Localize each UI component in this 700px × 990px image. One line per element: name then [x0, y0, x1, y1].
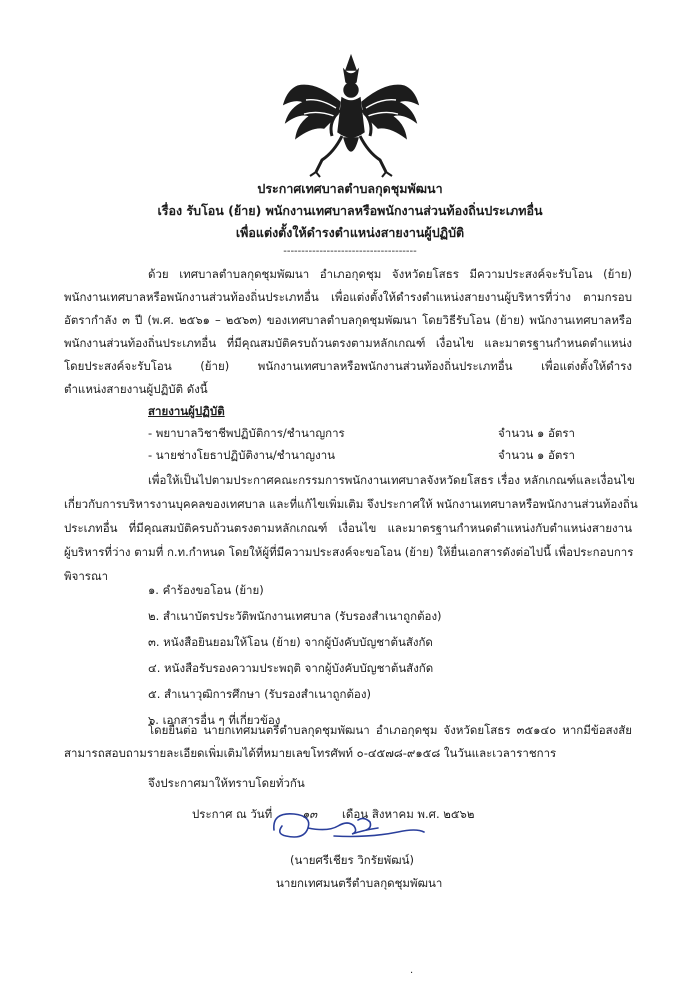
- signer-name: (นายศรีเชียร วิกรัยพัฒน์): [290, 853, 414, 867]
- garuda-emblem-icon: [276, 52, 426, 180]
- para1-line: ด้วย เทศบาลตำบลกุดชุมพัฒนา อำเภอกุดชุม จังหวัดยโสธร มีความประสงค์จะรับโอน (ย้าย): [148, 267, 632, 281]
- para1-line: พนักงานส่วนท้องถิ่นประเภทอื่น ที่มีคุณสมบัติครบถ้วนตรงตามหลักเกณฑ์ เงื่อนไข และมาตรฐานกำหนดตำแหน่ง: [64, 336, 632, 350]
- para2-line: พิจารณา: [64, 569, 109, 583]
- para2-line: ผู้บริหารที่ว่าง ตามที่ ก.ท.กำหนด โดยให้ผู้ที่มีความประสงค์จะขอโอน (ย้าย) ให้ยื่นเอกสารดังต่อไปนี้ เพื่อประกอบการ: [64, 545, 634, 559]
- position-count: จำนวน ๑ อัตรา: [498, 426, 575, 440]
- document-item: ๓. หนังสือยินยอมให้โอน (ย้าย) จากผู้บังคับบัญชาต้นสังกัด: [148, 635, 433, 649]
- para1-line: อัตรากำลัง ๓ ปี (พ.ศ. ๒๕๖๑ – ๒๕๖๓) ของเทศบาลตำบลกุดชุมพัฒนา โดยวิธีรับโอน (ย้าย) พนักงานเทศบาลหรือ: [64, 313, 632, 327]
- document-item: ๔. หนังสือรับรองความประพฤติ จากผู้บังคับบัญชาต้นสังกัด: [148, 661, 434, 675]
- position-name: - นายช่างโยธาปฏิบัติงาน/ชำนาญงาน: [148, 448, 336, 462]
- document-item: ๖. เอกสารอื่น ๆ ที่เกี่ยวข้อง: [148, 713, 281, 727]
- date-prefix: ประกาศ ณ วันที่: [192, 807, 273, 821]
- page-dot: ·: [410, 968, 414, 979]
- closing-line: จึงประกาศมาให้ทราบโดยทั่วกัน: [148, 776, 305, 790]
- section-heading: สายงานผู้ปฏิบัติ: [148, 404, 225, 418]
- signer-title: นายกเทศมนตรีตำบลกุดชุมพัฒนา: [276, 876, 443, 890]
- announcement-title: ประกาศเทศบาลตำบลกุดชุมพัฒนา: [257, 181, 443, 196]
- position-name: - พยาบาลวิชาชีพปฏิบัติการ/ชำนาญการ: [148, 426, 345, 440]
- date-day: ๑๓: [302, 807, 318, 821]
- para1-line: โดยประสงค์จะรับโอน (ย้าย) พนักงานเทศบาลหรือพนักงานส่วนท้องถิ่นประเภทอื่น เพื่อแต่งตั้งให้ดำรง: [64, 359, 632, 373]
- para3-line: โดยยื่นต่อ นายกเทศมนตรีตำบลกุดชุมพัฒนา อำเภอกุดชุม จังหวัดยโสธร ๓๕๑๔๐ หากมีข้อสงสัย: [148, 723, 632, 737]
- document-item: ๒. สำเนาบัตรประวัติพนักงานเทศบาล (รับรองสำเนาถูกต้อง): [148, 609, 442, 623]
- position-count: จำนวน ๑ อัตรา: [498, 448, 575, 462]
- para2-line: เกี่ยวกับการบริหารงานบุคคลของเทศบาล และที่แก้ไขเพิ่มเติม จึงประกาศให้ พนักงานเทศบาลหรือพนักงานส่วนท้องถิ่น: [64, 497, 638, 511]
- document-item: ๑. คำร้องขอโอน (ย้าย): [148, 583, 264, 597]
- signature-icon: [268, 806, 428, 850]
- announcement-subject: เรื่อง รับโอน (ย้าย) พนักงานเทศบาลหรือพนักงานส่วนท้องถิ่นประเภทอื่น: [157, 203, 543, 218]
- date-month-year: เดือน สิงหาคม พ.ศ. ๒๕๖๒: [342, 807, 475, 821]
- para1-line: พนักงานเทศบาลหรือพนักงานส่วนท้องถิ่นประเภทอื่น เพื่อแต่งตั้งให้ดำรงตำแหน่งสายงานผู้บริหารที่ว่าง ตามกรอบ: [64, 290, 632, 304]
- para2-line: เพื่อให้เป็นไปตามประกาศคณะกรรมการพนักงานเทศบาลจังหวัดยโสธร เรื่อง หลักเกณฑ์และเงื่อนไข: [148, 473, 635, 487]
- para2-line: ประเภทอื่น ที่มีคุณสมบัติครบถ้วนตรงตามหลักเกณฑ์ เงื่อนไข และมาตรฐานกำหนดตำแหน่งกับตำแหน่งสายงาน: [64, 521, 632, 535]
- para3-line: สามารถสอบถามรายละเอียดเพิ่มเติมได้ที่หมายเลขโทรศัพท์ ๐-๔๕๗๘-๙๑๕๘ ในวันและเวลาราชการ: [64, 746, 557, 760]
- announcement-subject-cont: เพื่อแต่งตั้งให้ดำรงตำแหน่งสายงานผู้ปฏิบัติ: [235, 225, 465, 240]
- document-item: ๕. สำเนาวุฒิการศึกษา (รับรองสำเนาถูกต้อง): [148, 687, 371, 701]
- title-divider: -------------------------------------: [283, 246, 417, 257]
- para1-line: ตำแหน่งสายงานผู้ปฏิบัติ ดังนี้: [64, 382, 208, 396]
